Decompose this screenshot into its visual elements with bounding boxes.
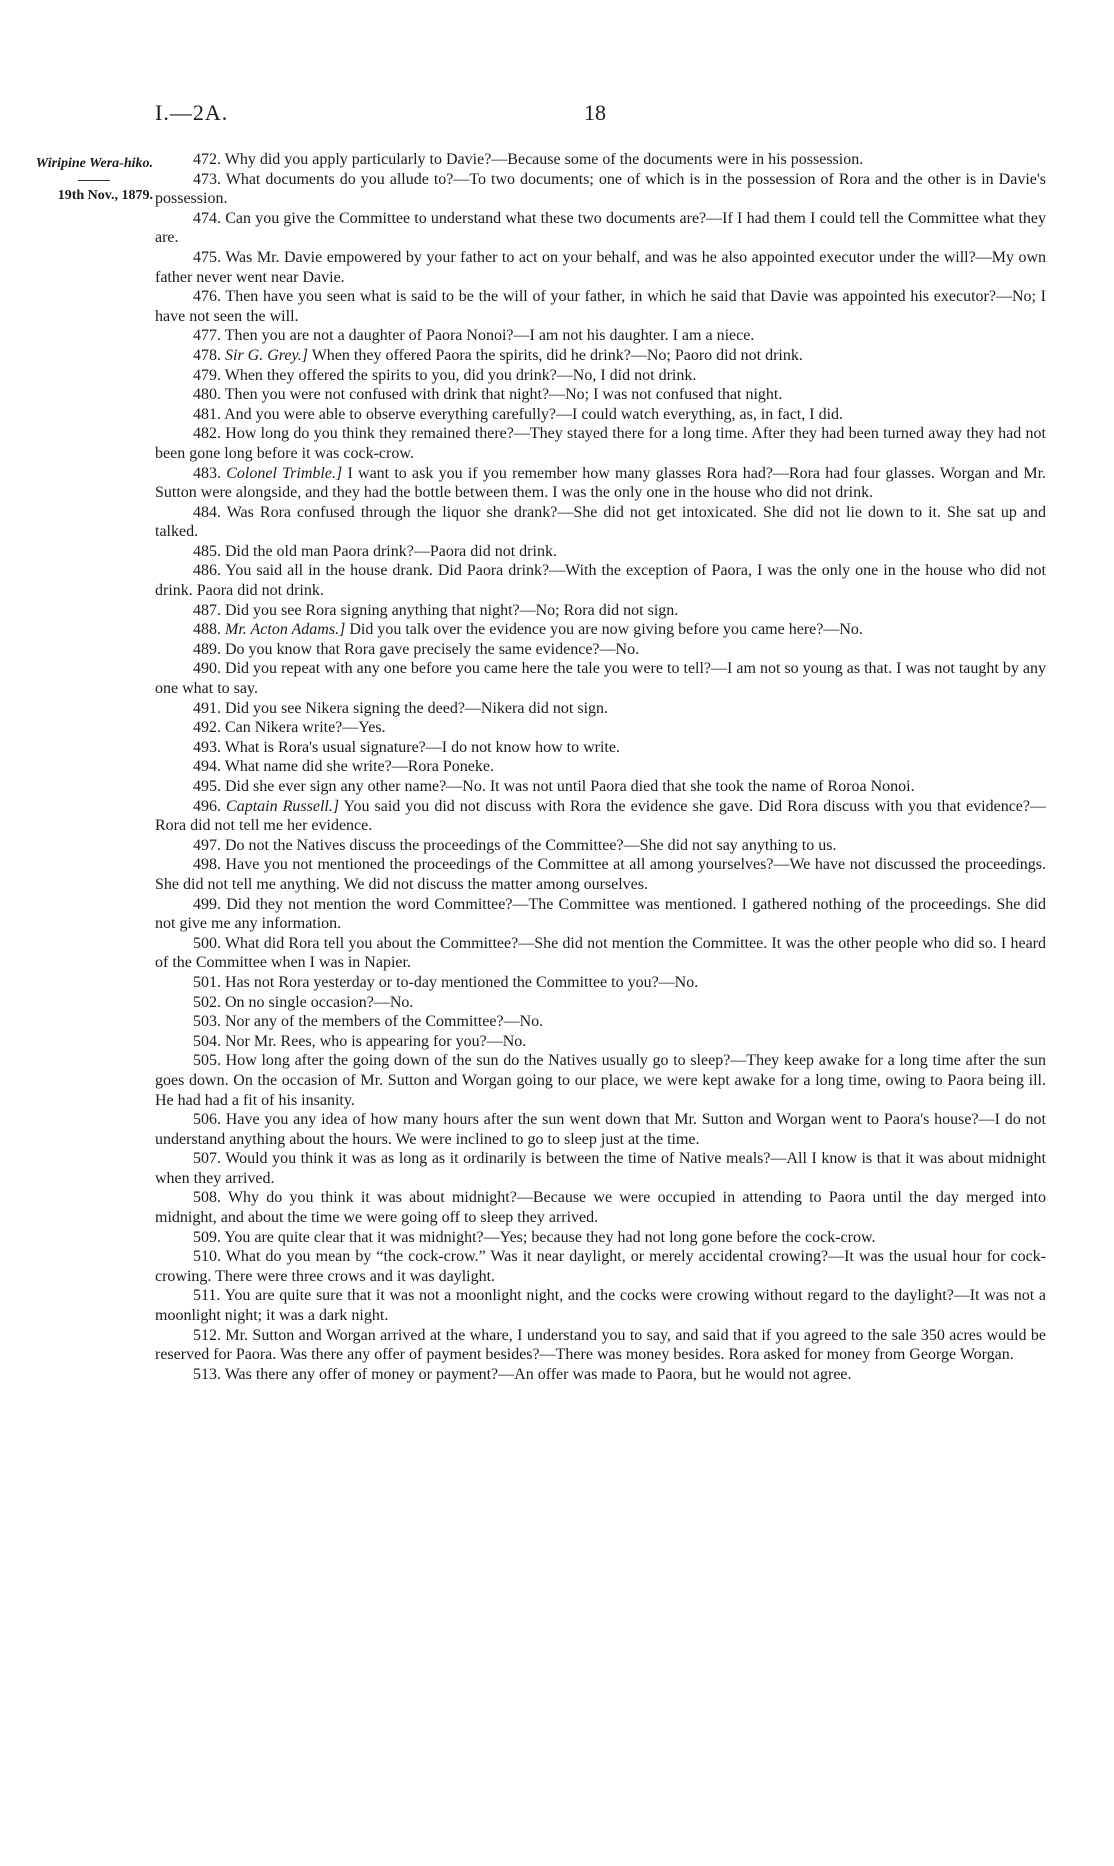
question-paragraph: 481. And you were able to observe everything carefully?—I could watch everything, as, in fact, I did. bbox=[193, 405, 844, 423]
speaker-name: Colonel Trimble.] bbox=[226, 464, 343, 482]
question-paragraph: 504. Nor Mr. Rees, who is appearing for you?—No. bbox=[193, 1032, 527, 1050]
question-paragraph: 499. Did they not mention the word Committee?—The Committee was mentioned. I gathered nothing of the proceedings. She did not give me any information. bbox=[155, 895, 1046, 933]
question-paragraph: 494. What name did she write?—Rora Poneke. bbox=[193, 758, 494, 776]
question-paragraph: 490. Did you repeat with any one before you came here the tale you were to tell?—I am not so young as that. I was not taught by any one what to say. bbox=[155, 660, 1046, 698]
question-number: 478. bbox=[193, 346, 221, 364]
question-paragraph: 508. Why do you think it was about midnight?—Because we were occupied in attending to Paora until the day merged into midnight, and about the time we were going off to sleep they arrived. bbox=[155, 1189, 1046, 1227]
speaker-name: Captain Russell.] bbox=[226, 797, 340, 815]
speaker-name: Mr. Acton Adams.] bbox=[225, 621, 346, 639]
hearing-date: 19th Nov., 1879. bbox=[57, 188, 153, 203]
question-paragraph: 475. Was Mr. Davie empowered by your father to act on your behalf, and was he also appointed executor under the will?—My own father never went near Davie. bbox=[155, 248, 1046, 286]
question-text: Did you talk over the evidence you are now giving before you came here?—No. bbox=[349, 621, 863, 639]
question-paragraph: 482. How long do you think they remained there?—They stayed there for a long time. After they had been turned away they had not been gone long before it was cock-crow. bbox=[155, 425, 1046, 462]
question-paragraph: 495. Did she ever sign any other name?—No. It was not until Paora died that she took the name of Roroa Nonoi. bbox=[193, 778, 915, 795]
question-paragraph: 477. Then you are not a daughter of Paora Nonoi?—I am not his daughter. I am a niece. bbox=[193, 327, 755, 345]
question-paragraph: 513. Was there any offer of money or payment?—An offer was made to Paora, but he would not agree. bbox=[193, 1365, 852, 1383]
question-text: When they offered Paora the spirits, did he drink?—No; Paoro did not drink. bbox=[311, 346, 803, 364]
question-paragraph: 472. Why did you apply particularly to Davie?—Because some of the documents were in his possession. bbox=[193, 151, 864, 168]
question-paragraph: 501. Has not Rora yesterday or to-day mentioned the Committee to you?—No. bbox=[193, 973, 699, 991]
testimony-body bbox=[155, 150, 1046, 1384]
question-text: I want to ask you if you remember how many glasses Rora had?—Rora had four glasses. Worgan and Mr. Sutton were alongside, and they had the bottle between them. I was the only one in the house who did not drink. bbox=[155, 464, 1047, 502]
question-paragraph: 500. What did Rora tell you about the Committee?—She did not mention the Committee. It was the other people who did so. I heard of the Committee when I was in Napier. bbox=[155, 934, 1046, 972]
margin-note bbox=[18, 155, 153, 204]
question-paragraph: 503. Nor any of the members of the Committee?—No. bbox=[193, 1013, 544, 1031]
question-paragraph: 474. Can you give the Committee to understand what these two documents are?—If I had them I could tell the Committee what they are. bbox=[155, 209, 1046, 247]
question-paragraph: 509. You are quite clear that it was midnight?—Yes; because they had not long gone before the cock-crow. bbox=[193, 1228, 876, 1246]
question-paragraph: 505. How long after the going down of the sun do the Natives usually go to sleep?—They keep awake for a long time after the sun goes down. On the occasion of Mr. Sutton and Worgan going to our place, we were kept awake for a long time, owing to Paora being ill. He had had a fit of his insanity. bbox=[155, 1052, 1046, 1109]
margin-rule bbox=[78, 180, 110, 181]
page-header bbox=[0, 100, 1114, 140]
question-paragraph: 491. Did you see Nikera signing the deed?—Nikera did not sign. bbox=[193, 699, 609, 717]
question-paragraph: 479. When they offered the spirits to you, did you drink?—No, I did not drink. bbox=[193, 366, 697, 384]
question-paragraph: 506. Have you any idea of how many hours after the sun went down that Mr. Sutton and Worgan went to Paora's house?—I do not understand anything about the hours. We were inclined to go to sleep just at the time. bbox=[155, 1111, 1046, 1148]
question-paragraph: 486. You said all in the house drank. Did Paora drink?—With the exception of Paora, I was the only one in the house who did not drink. Paora did not drink. bbox=[155, 562, 1046, 600]
page-number: 18 bbox=[584, 100, 606, 125]
speaker-name: Sir G. Grey.] bbox=[225, 346, 308, 364]
question-paragraph: 485. Did the old man Paora drink?—Paora did not drink. bbox=[193, 542, 557, 560]
question-paragraph bbox=[155, 464, 1046, 503]
question-paragraph bbox=[155, 346, 1046, 366]
document-reference: I.—2A. bbox=[155, 100, 229, 125]
question-number: 488. bbox=[193, 621, 221, 639]
question-paragraph: 476. Then have you seen what is said to be the will of your father, in which he said that Davie was appointed his executor?—No; I have not seen the will. bbox=[155, 288, 1046, 325]
question-paragraph: 480. Then you were not confused with drink that night?—No; I was not confused that night. bbox=[193, 386, 783, 404]
question-paragraph: 489. Do you know that Rora gave precisely the same evidence?—No. bbox=[193, 640, 640, 658]
question-paragraph: 487. Did you see Rora signing anything that night?—No; Rora did not sign. bbox=[193, 601, 679, 619]
question-paragraph: 502. On no single occasion?—No. bbox=[193, 993, 414, 1011]
question-paragraph: 510. What do you mean by “the cock-crow.” Was it near daylight, or merely accidental crowing?—It was the usual hour for cock-crowing. There were three crows and it was daylight. bbox=[155, 1248, 1046, 1285]
question-paragraph bbox=[155, 797, 1046, 836]
question-paragraph: 497. Do not the Natives discuss the proceedings of the Committee?—She did not say anything to us. bbox=[193, 836, 837, 854]
question-paragraph: 511. You are quite sure that it was not a moonlight night, and the cocks were crowing without regard to the daylight?—It was not a moonlight night; it was a dark night. bbox=[155, 1287, 1046, 1325]
question-number: 483. bbox=[193, 464, 221, 482]
question-paragraph bbox=[155, 620, 1046, 640]
question-paragraph: 498. Have you not mentioned the proceedings of the Committee at all among yourselves?—We have not discussed the proceedings. She did not tell me anything. We did not discuss the matter among ourselves. bbox=[155, 856, 1046, 893]
question-paragraph: 493. What is Rora's usual signature?—I do not know how to write. bbox=[193, 738, 620, 756]
question-paragraph: 473. What documents do you allude to?—To two documents; one of which is in the possession of Rora and the other is in Davie's possession. bbox=[155, 170, 1046, 208]
question-paragraph: 512. Mr. Sutton and Worgan arrived at the whare, I understand you to say, and said that if you agreed to the sale 350 acres would be reserved for Paora. Was there any offer of payment besides?—There was money besides. Rora asked for money from George Worgan. bbox=[155, 1326, 1046, 1364]
witness-name: Wiripine Wera-hiko. bbox=[35, 156, 153, 171]
question-paragraph: 507. Would you think it was as long as it ordinarily is between the time of Native meals?—All I know is that it was about midnight when they arrived. bbox=[155, 1150, 1046, 1187]
question-text: You said you did not discuss with Rora the evidence she gave. Did Rora discuss with you that evidence?—Rora did not tell me her evidence. bbox=[155, 797, 1047, 835]
question-number: 496. bbox=[193, 797, 221, 815]
question-paragraph: 484. Was Rora confused through the liquor she drank?—She did not get intoxicated. She did not lie down to it. She sat up and talked. bbox=[155, 503, 1046, 541]
question-paragraph: 492. Can Nikera write?—Yes. bbox=[193, 719, 386, 737]
